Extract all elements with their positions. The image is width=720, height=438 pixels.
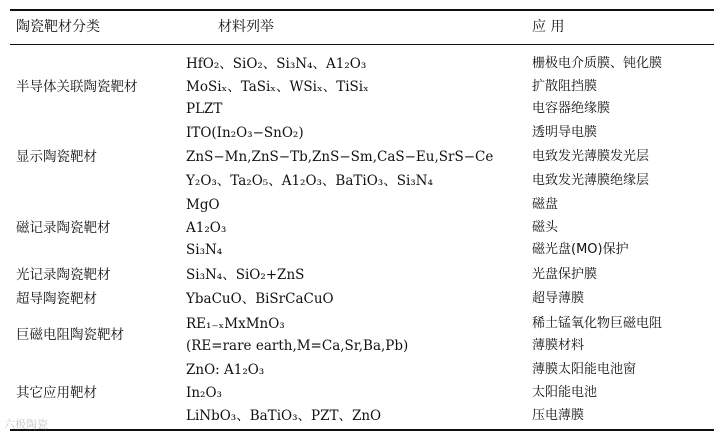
- header-category: 陶瓷靶材分类: [16, 19, 100, 35]
- row-material: YbaCuO、BiSrCaCuO: [186, 291, 334, 307]
- row-application: 电致发光薄膜绝缘层: [532, 173, 650, 188]
- row-material: MoSiₓ、TaSiₓ、WSiₓ、TiSiₓ: [186, 79, 369, 95]
- row-material: A1₂O₃: [186, 220, 227, 236]
- row-material: HfO₂、SiO₂、Si₃N₄、A1₂O₃: [186, 56, 367, 72]
- row-material: ZnS−Mn,ZnS−Tb,ZnS−Sm,CaS−Eu,SrS−Ce: [186, 149, 494, 165]
- row-material: Si₃N₄、SiO₂+ZnS: [186, 267, 305, 283]
- row-application: 光盘保护膜: [532, 267, 598, 282]
- table-bottom-rule: [10, 429, 714, 431]
- row-material: ITO(In₂O₃−SnO₂): [186, 125, 304, 141]
- row-material: Y₂O₃、Ta₂O₅、A1₂O₃、BaTiO₃、Si₃N₄: [186, 173, 433, 189]
- row-application: 栅极电介质膜、钝化膜: [532, 56, 663, 71]
- row-application: 压电薄膜: [532, 408, 585, 423]
- table-top-rule: [10, 9, 714, 11]
- row-material: ZnO: A1₂O₃: [186, 362, 265, 378]
- row-application: 透明导电膜: [532, 125, 598, 140]
- row-material: Si₃N₄: [186, 242, 223, 258]
- row-material: In₂O₃: [186, 385, 222, 401]
- row-application: 超导薄膜: [532, 291, 585, 306]
- row-application: 磁光盘(MO)保护: [532, 242, 629, 257]
- row-material: MgO: [186, 197, 220, 213]
- row-category: 其它应用靶材: [16, 385, 97, 401]
- watermark-text: 六极陶瓷: [4, 418, 48, 431]
- row-application: 电致发光薄膜发光层: [532, 149, 650, 164]
- row-category: 超导陶瓷靶材: [16, 291, 97, 307]
- table-header-rule: [10, 44, 714, 45]
- row-category: 光记录陶瓷靶材: [16, 267, 111, 283]
- row-application: 太阳能电池: [532, 385, 598, 400]
- row-application: 薄膜材料: [532, 338, 585, 353]
- row-application: 扩散阻挡膜: [532, 79, 598, 94]
- row-application: 磁盘: [532, 197, 559, 212]
- row-category: 磁记录陶瓷靶材: [16, 220, 111, 236]
- header-materials: 材料列举: [218, 19, 274, 35]
- row-application: 磁头: [532, 220, 559, 235]
- header-application: 应 用: [532, 19, 565, 35]
- row-material: (RE=rare earth,M=Ca,Sr,Ba,Pb): [186, 338, 409, 354]
- row-application: 薄膜太阳能电池窗: [532, 362, 637, 377]
- row-category: 显示陶瓷靶材: [16, 149, 97, 165]
- row-application: 电容器绝缘膜: [532, 101, 611, 116]
- row-category: 巨磁电阻陶瓷靶材: [16, 327, 124, 343]
- row-category: 半导体关联陶瓷靶材: [16, 79, 138, 95]
- row-material: RE₁₋ₓMxMnO₃: [186, 316, 285, 332]
- row-material: PLZT: [186, 101, 223, 117]
- row-application: 稀土锰氧化物巨磁电阻: [532, 316, 663, 331]
- row-material: LiNbO₃、BaTiO₃、PZT、ZnO: [186, 408, 382, 424]
